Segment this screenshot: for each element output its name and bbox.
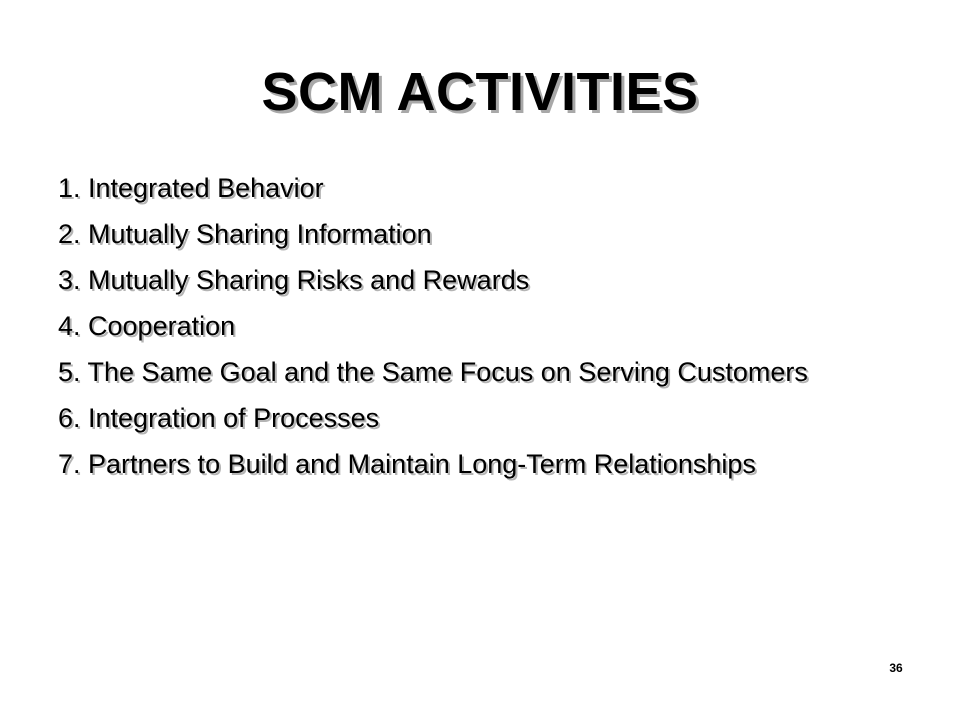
list-item: 4. Cooperation [58,311,236,341]
slide-title: SCM ACTIVITIES [261,62,699,122]
list-item: 2. Mutually Sharing Information [58,219,432,249]
list-item: 1. Integrated Behavior [58,173,324,203]
activities-list [58,172,918,494]
list-item: 7. Partners to Build and Maintain Long-Term Relationships [58,449,756,479]
list-item: 3. Mutually Sharing Risks and Rewards [58,265,530,295]
list-item: 5. The Same Goal and the Same Focus on Serving Customers [58,357,808,387]
list-item: 6. Integration of Processes [58,403,380,433]
page-number: 36 [889,661,903,675]
